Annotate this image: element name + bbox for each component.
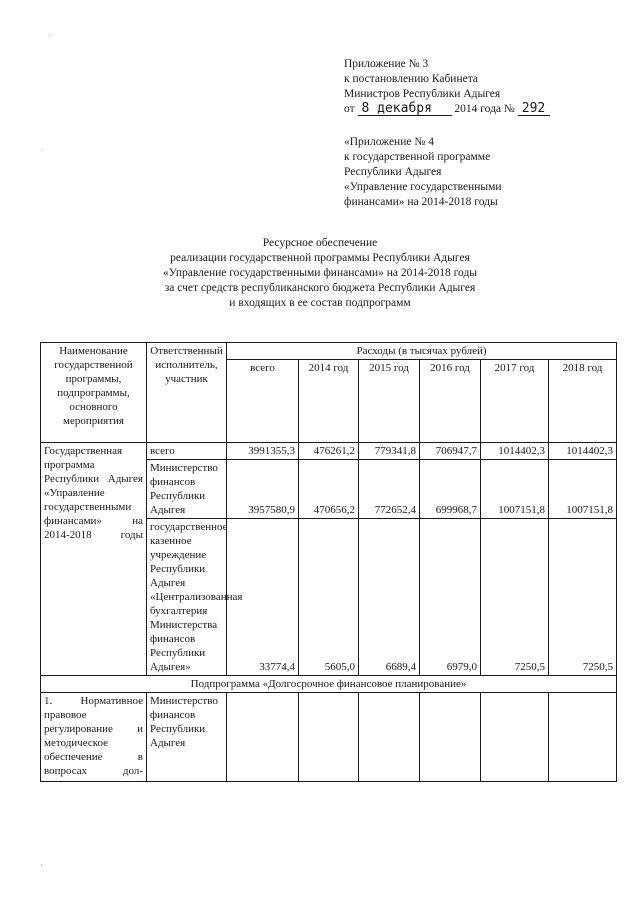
cell-total: [227, 693, 299, 782]
appendix-4-line: «Приложение № 4: [344, 136, 434, 148]
cell-2017: 7250,5: [481, 519, 549, 676]
cell-2016: 6979,0: [420, 519, 481, 676]
measure-responsible: Министерство финансов Республики Адыгея: [147, 693, 227, 782]
cell-2014: 5605,0: [299, 519, 359, 676]
scan-mark: ·: [40, 145, 43, 155]
header-2015: 2015 год: [359, 360, 420, 443]
cell-total: 3957580,9: [227, 460, 299, 519]
measure-name: 1. Нормативное правовое регулирование и методическое обеспечение в вопросах дол-: [41, 693, 147, 782]
cell-2018: 7250,5: [549, 519, 617, 676]
cell-2017: 1014402,3: [481, 443, 549, 460]
cell-2016: 699968,7: [420, 460, 481, 519]
cell-2018: [549, 693, 617, 782]
header-responsible: Ответственный исполнитель, участник: [147, 343, 227, 443]
header-2017: 2017 год: [481, 360, 549, 443]
title-line: Ресурсное обеспечение: [262, 237, 378, 249]
cell-2016: 706947,7: [420, 443, 481, 460]
appendix-4-line: Республики Адыгея: [344, 166, 442, 178]
cell-2014: 470656,2: [299, 460, 359, 519]
appendix-4-line: к государственной программе: [344, 151, 491, 163]
cell-2017: 1007151,8: [481, 460, 549, 519]
header-2014: 2014 год: [299, 360, 359, 443]
title-line: реализации государственной программы Республики Адыгея: [170, 252, 470, 264]
cell-total: 33774,4: [227, 519, 299, 676]
header-total: всего: [227, 360, 299, 443]
appendix-4-line: «Управление государственными: [344, 181, 502, 193]
header-name: Наименование государственной программы, подпрограммы, основного мероприятия: [41, 343, 147, 443]
decree-date: 8 декабря: [358, 102, 452, 116]
appendix-3-block: [344, 57, 594, 117]
scan-mark: ·: [48, 30, 51, 40]
row-responsible: всего: [147, 443, 227, 460]
cell-2017: [481, 693, 549, 782]
appendix-3-line: Министров Республики Адыгея: [344, 88, 501, 100]
cell-2015: [359, 693, 420, 782]
program-name: Государственная программа Республики Адыгея «Управление государственными финансами» на 2014-2018 годы: [41, 443, 147, 676]
title-line: за счет средств республиканского бюджета Республики Адыгея: [164, 282, 476, 294]
cell-2014: 476261,2: [299, 443, 359, 460]
table-row: [41, 443, 617, 460]
appendix-3-line: к постановлению Кабинета: [344, 73, 478, 85]
scan-mark: ·: [40, 860, 43, 870]
appendix-4-block: [344, 135, 604, 210]
title-line: «Управление государственными финансами» на 2014-2018 годы: [162, 267, 478, 279]
year-text: 2014 года №: [454, 103, 515, 115]
table-header-row: [41, 343, 617, 360]
cell-2014: [299, 693, 359, 782]
subprogram-title: Подпрограмма «Долгосрочное финансовое планирование»: [41, 676, 617, 693]
cell-2018: 1014402,3: [549, 443, 617, 460]
cell-2016: [420, 693, 481, 782]
decree-number: 292: [518, 102, 550, 116]
resource-table: [40, 342, 617, 782]
cell-total: 3991355,3: [227, 443, 299, 460]
document-title: [100, 236, 540, 311]
header-2016: 2016 год: [420, 360, 481, 443]
header-expenses: Расходы (в тысячах рублей): [227, 343, 617, 360]
cell-2018: 1007151,8: [549, 460, 617, 519]
appendix-3-line: Приложение № 3: [344, 58, 429, 70]
from-prefix: от: [344, 103, 355, 115]
subprogram-row: [41, 676, 617, 693]
row-responsible: Министерство финансов Республики Адыгея: [147, 460, 227, 519]
appendix-3-date-line: [344, 102, 594, 117]
appendix-4-line: финансами» на 2014-2018 годы: [344, 196, 498, 208]
header-2018: 2018 год: [549, 360, 617, 443]
table-row: [41, 693, 617, 782]
cell-2015: 772652,4: [359, 460, 420, 519]
row-responsible: государственное казенное учреждение Республики Адыгея «Централизованная бухгалтерия Министерства финансов Республики Адыгея»: [147, 519, 227, 676]
title-line: и входящих в ее состав подпрограмм: [229, 297, 411, 309]
cell-2015: 779341,8: [359, 443, 420, 460]
cell-2015: 6689,4: [359, 519, 420, 676]
